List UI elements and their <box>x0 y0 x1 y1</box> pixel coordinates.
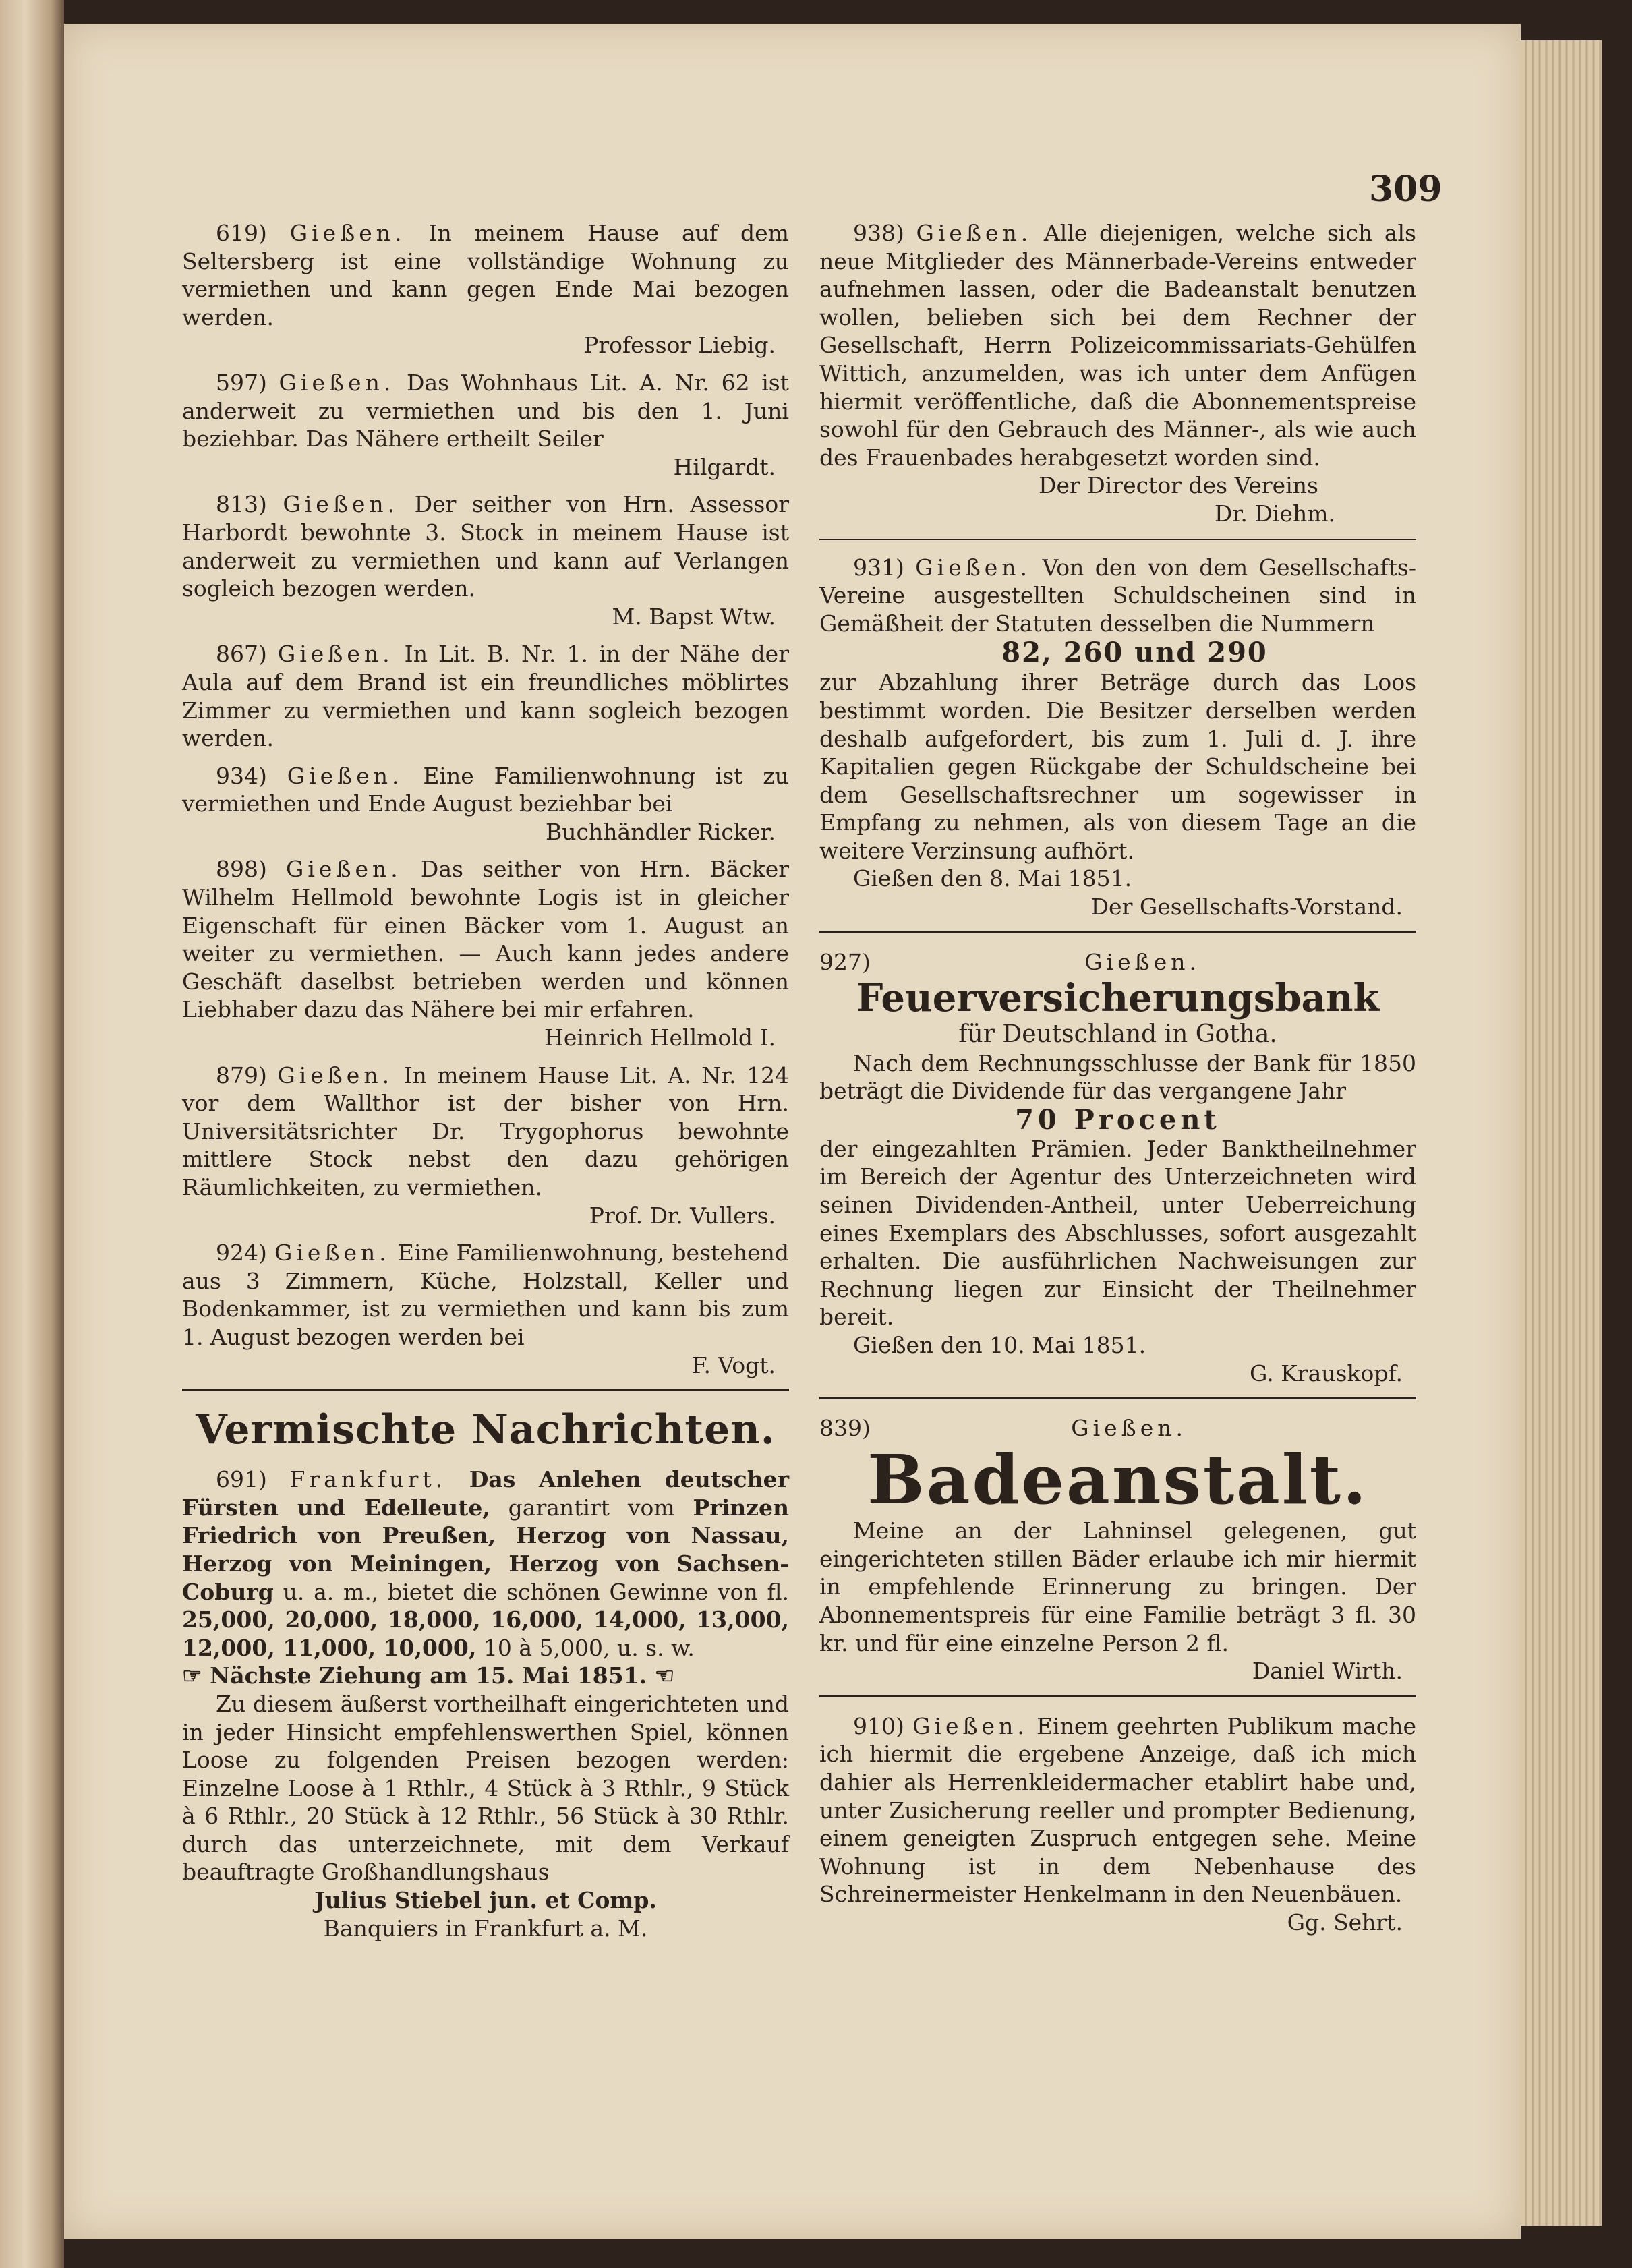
divider <box>819 931 1416 933</box>
signature: Prof. Dr. Vullers. <box>589 1202 776 1229</box>
next-draw: Nächste Ziehung am 15. Mai 1851. <box>210 1662 647 1689</box>
ad-910: 910) Gießen. Einem geehrten Publikum mache ich hiermit die ergebene Anzeige, daß ich mich dahier als Herrenkleidermacher etablirt habe und, unter Zusicherung reeller und prompter Bedienung, einem geneigten Zuspruch entgegen sehe. Meine Wohnung ist in dem Nebenhause des Schreinermeister Henkelmann in den Neuenbäuen. Gg. Sehrt. <box>819 1712 1416 1936</box>
ad-934: 934) Gießen. Eine Familienwohnung ist zu vermiethen und Ende August beziehbar bei Buchhändler Ricker. <box>182 762 789 845</box>
dividend-percent: 70 Procent <box>1015 1103 1221 1136</box>
page-number: 309 <box>1369 169 1442 210</box>
signature: Buchhändler Ricker. <box>546 818 776 845</box>
ad-867: 867) Gießen. In Lit. B. Nr. 1. in der Nähe der Aula auf dem Brand ist ein freundliches möblirtes Zimmer zu vermiethen und kann sogleich bezogen werden. <box>182 641 789 752</box>
section-title: Vermischte Nachrichten. <box>196 1406 776 1454</box>
pointing-hand-icon: ☞ <box>182 1662 202 1689</box>
left-page-edge <box>0 0 64 2268</box>
divider <box>819 1397 1416 1399</box>
ad-839: 839) Gießen. Badeanstalt. Meine an der Lahninsel gelegenen, gut eingerichteten stillen Bäder erlaube ich mir hiermit in empfehlende Erinnerung zu bringen. Der Abonnementspreis für eine Familie beträgt 3 fl. 30 kr. und für eine einzelne Person 2 fl. Daniel Wirth. <box>819 1415 1416 1685</box>
lot-numbers: 82, 260 und 290 <box>1001 637 1268 669</box>
divider <box>819 539 1416 540</box>
bank-title: Feuerversicherungsbank <box>856 975 1380 1020</box>
page-stack-edge <box>1521 40 1602 2226</box>
divider <box>819 1695 1416 1697</box>
lottery-ad: 691) Frankfurt. Das Anlehen deutscher Fürsten und Edelleute, garantirt vom Prinzen Friedrich von Preußen, Herzog von Nassau, Herzog von Meiningen, Herzog von Sachsen-Coburg u. a. m., bietet die schönen Gewinne von fl. 25,000, 20,000, 18,000, 16,000, 14,000, 13,000, 12,000, 11,000, 10,000, 10 à 5,000, u. s. w. ☞ Nächste Ziehung am 15. Mai 1851. ☜ Zu diesem äußerst vortheilhaft eingerichteten und in jeder Hinsicht empfehlenswerthen Spiel, können Loose zu folgenden Preisen bezogen werden: Einzelne Loose à 1 Rthlr., 4 Stück à 3 Rthlr., 9 Stück à 6 Rthlr., 20 Stück à 12 Rthlr., 56 Stück à 30 Rthlr. durch das unterzeichnete, mit dem Verkauf beauftragte Großhandlungshaus Julius Stiebel jun. et Comp. Banquiers in Frankfurt a. M. <box>182 1466 790 1942</box>
lottery-signature-sub: Banquiers in Frankfurt a. M. <box>323 1915 648 1942</box>
section-rule <box>182 1389 789 1391</box>
ad-597: 597) Gießen. Das Wohnhaus Lit. A. Nr. 62 ist anderweit zu vermiethen und bis den 1. Juni beziehbar. Das Nähere ertheilt Seiler Hilgardt. <box>182 369 789 480</box>
badeanstalt-title: Badeanstalt. <box>867 1440 1368 1520</box>
ad-938: 938) Gießen. Alle diejenigen, welche sich als neue Mitglieder des Männerbade-Vereins entweder aufnehmen lassen, oder die Badeanstalt benutzen wollen, belieben sich bei dem Rechner der Gesellschaft, Herrn Polizeicommissariats-Gehülfen Wittich, anzumelden, was ich unter dem Anfügen hiermit veröffentliche, daß die Abonnementspreise sowohl für den Gebrauch des Männer-, als wie auch des Frauenbades herabgesetzt worden sind. Der Director des Vereins Dr. Diehm. <box>819 220 1416 527</box>
lottery-body: Zu diesem äußerst vortheilhaft eingerichteten und in jeder Hinsicht empfehlenswerthen Spiel, können Loose zu folgenden Preisen bezogen werden: Einzelne Loose à 1 Rthlr., 4 Stück à 3 Rthlr., 9 Stück à 6 Rthlr., 20 Stück à 12 Rthlr., 56 Stück à 30 Rthlr. durch das unterzeichnete, mit dem Verkauf beauftragte Großhandlungshaus <box>182 1690 789 1886</box>
signature: Heinrich Hellmold I. <box>544 1024 776 1051</box>
lottery-signature: Julius Stiebel jun. et Comp. <box>314 1887 657 1914</box>
ad-927: 927) Gießen. Feuerversicherungsbank für Deutschland in Gotha. Nach dem Rechnungsschlusse der Bank für 1850 beträgt die Dividende für das vergangene Jahr 70 Procent der eingezahlten Prämien. Jeder Banktheilnehmer im Bereich der Agentur des Unterzeichneten wird seinen Dividenden-Antheil, unter Ueberreichung eines Exemplars des Abschlusses, sofort ausgezahlt erhalten. Die ausführlichen Nachweisungen zur Rechnung liegen zur Einsicht der Theilnehmer bereit. Gießen den 10. Mai 1851. G. Krauskopf. <box>819 948 1416 1387</box>
ad-898: 898) Gießen. Das seither von Hrn. Bäcker Wilhelm Hellmold bewohnte Logis ist in gleicher Eigenschaft für einen Bäcker vom 1. August an weiter zu vermiethen. — Auch kann jedes andere Geschäft daselbst betrieben werden und können Liebhaber dazu das Nähere bei mir erfahren. Heinrich Hellmold I. <box>182 856 790 1051</box>
signature: Hilgardt. <box>673 453 776 480</box>
left-column <box>182 219 789 1952</box>
ad-619: 619) Gießen. In meinem Hause auf dem Seltersberg ist eine vollständige Wohnung zu vermiethen und kann gegen Ende Mai bezogen werden. Professor Liebig. <box>182 220 789 359</box>
signature: Professor Liebig. <box>583 332 776 359</box>
ad-924: 924) Gießen. Eine Familienwohnung, bestehend aus 3 Zimmern, Küche, Holzstall, Keller und Bodenkammer, ist zu vermiethen und kann bis zum 1. August bezogen werden bei F. Vogt. <box>182 1240 789 1378</box>
ad-879: 879) Gießen. In meinem Hause Lit. A. Nr. 124 vor dem Wallthor ist der bisher von Hrn. Universitätsrichter Dr. Trygophorus bewohnte mittlere Stock nebst den dazu gehörigen Räumlichkeiten, zu vermiethen. Prof. Dr. Vullers. <box>182 1062 790 1229</box>
ad-813: 813) Gießen. Der seither von Hrn. Assessor Harbordt bewohnte 3. Stock in meinem Hause ist anderweit zu vermiethen und kann auf Verlangen sogleich bezogen werden. M. Bapst Wtw. <box>182 491 789 630</box>
signature: F. Vogt. <box>691 1351 776 1378</box>
pointing-hand-icon: ☜ <box>654 1662 675 1689</box>
signature: M. Bapst Wtw. <box>612 603 776 630</box>
right-column <box>819 219 1416 1946</box>
ad-931: 931) Gießen. Von den von dem Gesellschafts-Vereine ausgestellten Schuldscheinen sind in Gemäßheit der Statuten desselben die Nummern 82, 260 und 290 zur Abzahlung ihrer Beträge durch das Loos bestimmt worden. Die Besitzer derselben werden deshalb aufgefordert, bis zum 1. Juli d. J. ihre Kapitalien gegen Rückgabe der Schuldscheine bei dem Gesellschaftsrechner um sogewisser in Empfang zu nehmen, als von diesem Tage an die weitere Verzinsung aufhört. Gießen den 8. Mai 1851. Der Gesellschafts-Vorstand. <box>819 554 1416 921</box>
